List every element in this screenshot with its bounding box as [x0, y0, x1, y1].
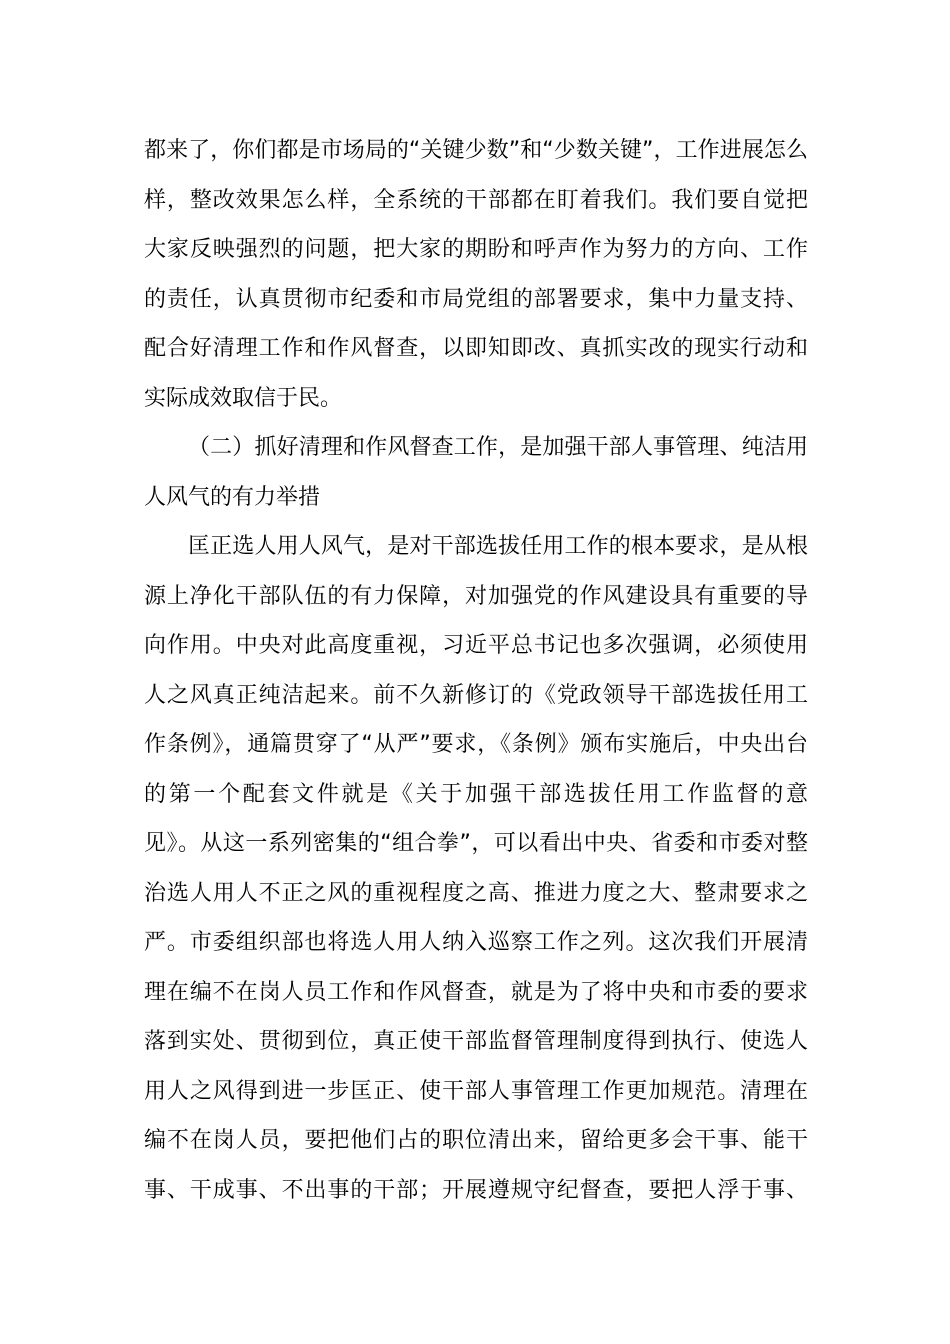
paragraph-line: 理在编不在岗人员工作和作风督查，就是为了将中央和市委的要求 [144, 979, 808, 1005]
paragraph-line: 用人之风得到进一步匡正、使干部人事管理工作更加规范。清理在 [144, 1078, 808, 1104]
paragraph-line: 配合好清理工作和作风督查，以即知即改、真抓实改的现实行动和 [144, 336, 808, 361]
paragraph-line: 大家反映强烈的问题，把大家的期盼和呼声作为努力的方向、工作 [144, 237, 808, 262]
paragraph-line: 编不在岗人员，要把他们占的职位清出来，留给更多会干事、能干 [144, 1128, 808, 1153]
paragraph-line: 向作用。中央对此高度重视，习近平总书记也多次强调，必须使用 [144, 633, 808, 658]
section-heading-line: 人风气的有力举措 [144, 484, 321, 510]
paragraph-line: 作条例》，通篇贯穿了“从严”要求，《条例》颁布实施后，中央出台 [144, 732, 808, 757]
paragraph-line: 的责任，认真贯彻市纪委和市局党组的部署要求，集中力量支持、 [144, 286, 808, 312]
paragraph-line: 严。市委组织部也将选人用人纳入巡察工作之列。这次我们开展清 [144, 930, 808, 955]
paragraph-line: 匡正选人用人风气，是对干部选拔任用工作的根本要求，是从根 [188, 534, 808, 559]
paragraph-line: 样，整改效果怎么样，全系统的干部都在盯着我们。我们要自觉把 [144, 187, 808, 213]
section-heading-line: （二）抓好清理和作风督查工作，是加强干部人事管理、纯洁用 [188, 435, 808, 460]
paragraph-line: 源上净化干部队伍的有力保障，对加强党的作风建设具有重要的导 [144, 583, 808, 609]
document-body [144, 126, 808, 1215]
paragraph-line: 的第一个配套文件就是《关于加强干部选拔任用工作监督的意 [144, 781, 808, 807]
paragraph-line: 人之风真正纯洁起来。前不久新修订的《党政领导干部选拔任用工 [144, 682, 808, 708]
paragraph-line: 见》。从这一系列密集的“组合拳”，可以看出中央、省委和市委对整 [144, 831, 808, 856]
paragraph-line: 实际成效取信于民。 [144, 385, 343, 411]
paragraph-line: 都来了，你们都是市场局的“关键少数”和“少数关键”，工作进展怎么 [144, 138, 808, 163]
paragraph-line: 落到实处、贯彻到位，真正使干部监督管理制度得到执行、使选人 [144, 1029, 808, 1054]
paragraph-line: 事、干成事、不出事的干部；开展遵规守纪督查，要把人浮于事、 [144, 1177, 808, 1203]
paragraph-line: 治选人用人不正之风的重视程度之高、推进力度之大、整肃要求之 [144, 880, 808, 906]
